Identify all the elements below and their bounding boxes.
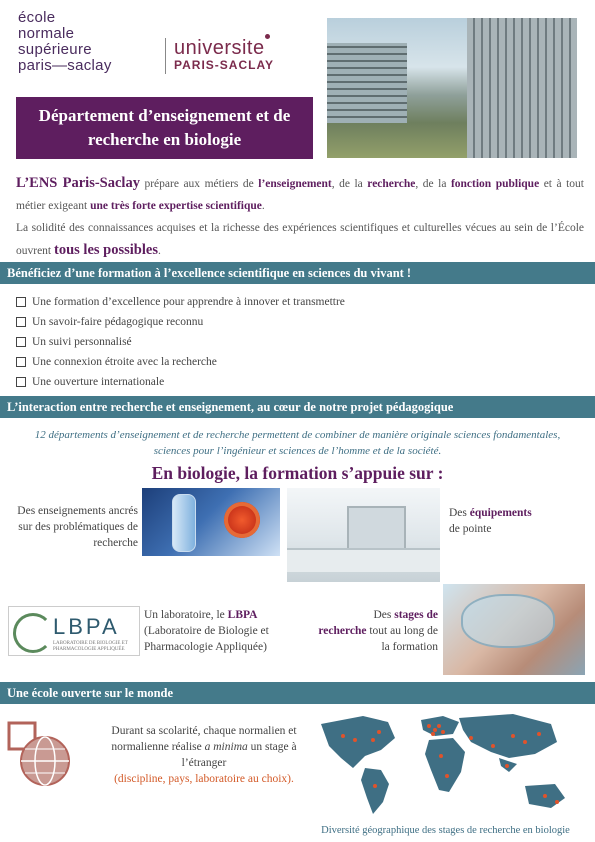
list-item-label: Une connexion étroite avec la recherche xyxy=(32,356,217,368)
checkbox-icon xyxy=(16,297,26,307)
map-caption: Diversité géographique des stages de recherche en biologie xyxy=(321,825,570,836)
list-item-label: Une formation d’excellence pour apprendre à innover et transmettre xyxy=(32,296,345,308)
international-text xyxy=(98,723,310,787)
goggles-shape xyxy=(461,594,555,648)
world-map xyxy=(303,706,588,821)
universite-logo-word: universite xyxy=(174,37,265,59)
lbpa-emblem-icon xyxy=(13,613,53,653)
intro-line-1 xyxy=(16,172,584,217)
ens-logo-line: supérieure xyxy=(18,41,92,58)
section-heading-formation: Bénéficiez d’une formation à l’excellence scientifique en sciences du vivant ! xyxy=(0,262,595,284)
intro-text: et à tout métier exigeant xyxy=(16,178,584,212)
world-map-drawing xyxy=(303,706,588,821)
ens-name: L’ENS Paris-Saclay xyxy=(16,175,140,191)
checkbox-icon xyxy=(16,317,26,327)
ens-logo-line: paris—saclay xyxy=(18,57,112,74)
research-illustration-photo xyxy=(142,488,280,556)
highlight-expertise: une très forte expertise scientifique xyxy=(90,200,262,212)
a-minima: a minima xyxy=(204,741,248,753)
intro-text: . xyxy=(157,245,161,257)
universite-logo-subtitle: PARIS-SACLAY xyxy=(174,58,275,72)
highlight-equipements: équipements xyxy=(469,507,532,519)
intro-paragraph xyxy=(16,172,584,262)
section-heading-interaction: L’interaction entre recherche et enseignement, au cœur de notre projet pédagogique xyxy=(0,396,595,418)
highlight-recherche-stage: recherche xyxy=(318,625,367,637)
benefits-list xyxy=(16,292,576,392)
intro-line-2 xyxy=(16,217,584,262)
international-choice-note: (discipline, pays, laboratoire au choix). xyxy=(114,773,294,785)
international-text-a: Durant sa scolarité, chaque normalien et normalienne réalise xyxy=(111,725,297,753)
stages-suffix: tout au long de la formation xyxy=(366,625,438,653)
highlight-fonction-publique: fonction publique xyxy=(450,178,540,190)
highlight-stages: stages de xyxy=(394,609,438,621)
intro-text: prépare aux métiers de xyxy=(139,178,259,190)
list-item xyxy=(16,292,576,312)
lab-text xyxy=(144,607,284,655)
continents xyxy=(321,714,565,814)
stages-text xyxy=(314,607,438,655)
list-item xyxy=(16,372,576,392)
checkbox-icon xyxy=(16,357,26,367)
logo-divider xyxy=(165,38,166,74)
checkbox-icon xyxy=(16,337,26,347)
logo-dot-icon xyxy=(265,34,270,39)
highlight-lbpa: LBPA xyxy=(227,609,258,621)
lbpa-logo-word: LBPA xyxy=(53,614,120,639)
teaching-text: Des enseignements ancrés sur des problématiques de recherche xyxy=(17,505,138,549)
section-heading-international: Une école ouverte sur le monde xyxy=(0,682,595,704)
international-text-c: un stage à l’étranger xyxy=(181,741,297,769)
researcher-goggles-photo xyxy=(443,584,585,675)
virus-shape xyxy=(224,502,260,538)
laboratory-equipment-photo xyxy=(287,488,440,582)
lab-bench-shape xyxy=(287,548,440,572)
ens-logo xyxy=(18,10,158,74)
checkbox-icon xyxy=(16,377,26,387)
highlight-possibles: tous les possibles xyxy=(54,242,158,258)
highlight-enseignement: l’enseignement xyxy=(258,178,332,190)
equipment-prefix: Des xyxy=(449,507,470,519)
lbpa-logo-tagline: LABORATOIRE DE BIOLOGIE ET PHARMACOLOGIE APPLIQUÉE xyxy=(53,641,128,652)
building-tower xyxy=(467,18,577,158)
departments-description: 12 départements d’enseignement et de recherche permettent de combiner de manière originale sciences fondamentales, sciences pour l’ingénieur et sciences de l’homme et de la société. xyxy=(34,429,561,457)
ens-logo-line: normale xyxy=(18,25,75,42)
intro-text: , de la xyxy=(415,178,451,190)
page-title-line1: Département d’enseignement et de xyxy=(38,106,291,125)
intro-text: . xyxy=(261,200,265,212)
capsule-shape xyxy=(172,494,196,552)
equipment-text xyxy=(449,505,579,537)
list-item xyxy=(16,312,576,332)
universite-logo xyxy=(174,38,274,72)
globe-drawing xyxy=(5,719,75,789)
lab-fullname: (Laboratoire de Biologie et Pharmacologie Appliquée) xyxy=(144,625,269,653)
ens-logo-line: école xyxy=(18,9,56,26)
intro-text: La solidité des connaissances acquises et la richesse des expériences scientifiques et culturelles vécues au sein de l’École ouvrent xyxy=(16,222,584,257)
equipment-line-1 xyxy=(449,505,579,521)
list-item-label: Une ouverture internationale xyxy=(32,376,165,388)
globe-icon xyxy=(5,719,75,789)
campus-building-photo xyxy=(327,18,577,158)
page-title xyxy=(16,97,313,159)
lbpa-logo xyxy=(8,606,140,656)
building-glass-facade xyxy=(327,43,407,123)
page-title-line2: recherche en biologie xyxy=(87,130,242,149)
highlight-recherche: recherche xyxy=(367,178,416,190)
intro-text: , de la xyxy=(331,178,368,190)
list-item xyxy=(16,352,576,372)
lab-prefix: Un laboratoire, le xyxy=(144,609,228,621)
list-item xyxy=(16,332,576,352)
list-item-label: Un suivi personnalisé xyxy=(32,336,132,348)
equipment-line-2: de pointe xyxy=(449,523,492,535)
stages-prefix: Des xyxy=(373,609,395,621)
biology-subheading: En biologie, la formation s’appuie sur : xyxy=(151,463,444,483)
list-item-label: Un savoir-faire pédagogique reconnu xyxy=(32,316,204,328)
